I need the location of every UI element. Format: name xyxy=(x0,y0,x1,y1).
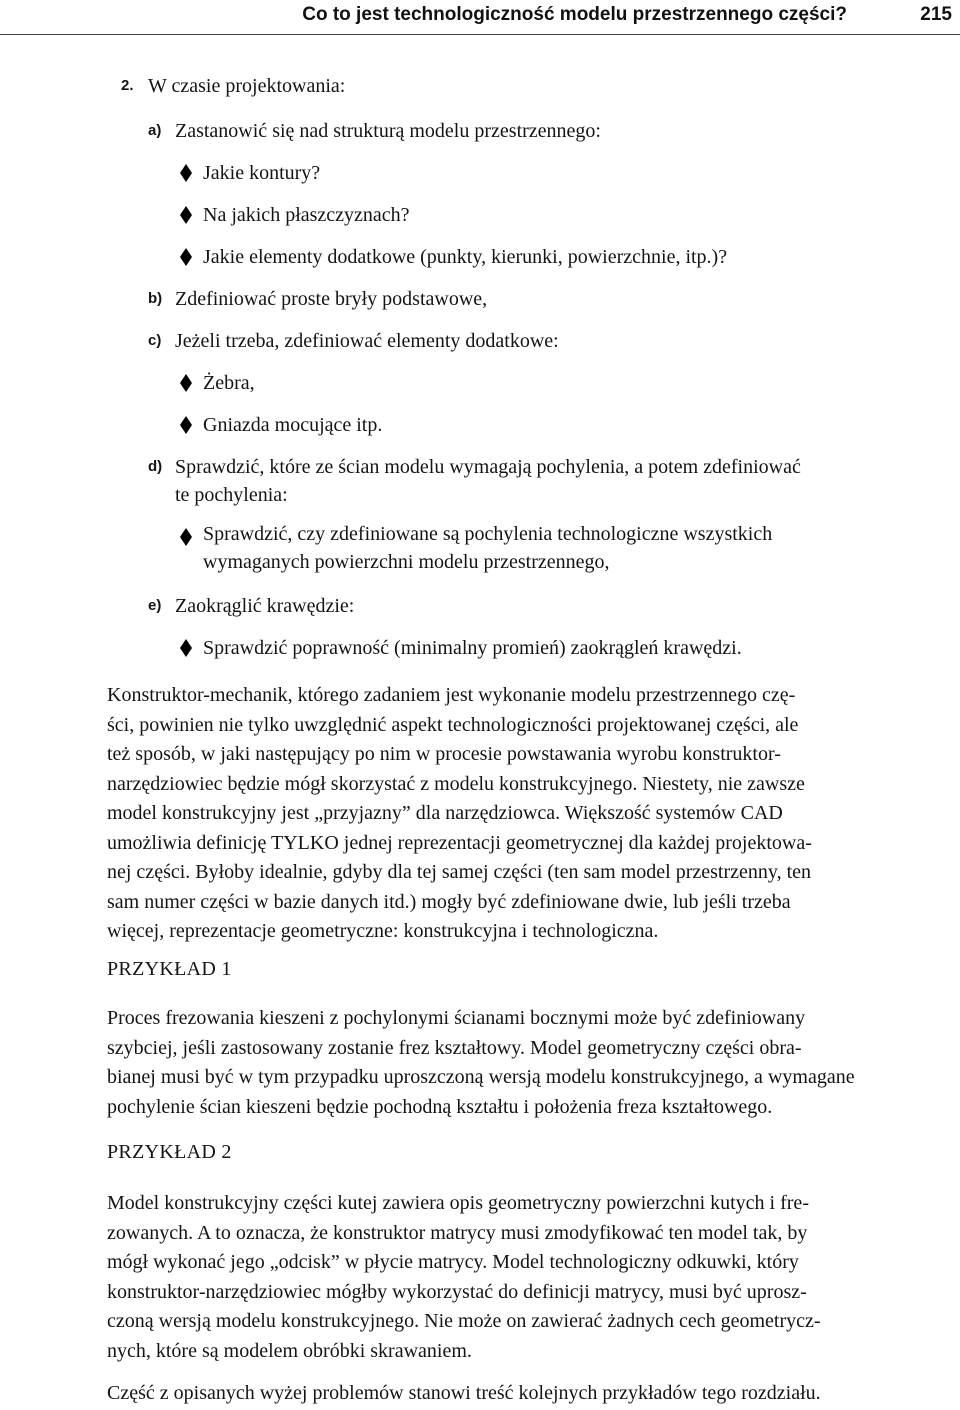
item-a-bullet-2: Na jakich płaszczyznach? xyxy=(203,204,410,226)
item-c-text: Jeżeli trzeba, zdefiniować elementy dodatkowe: xyxy=(175,330,559,352)
item-a-text: Zastanowić się nad strukturą modelu przestrzennego: xyxy=(175,120,601,142)
diamond-bullet-icon xyxy=(178,527,194,547)
diamond-bullet-icon xyxy=(178,638,194,658)
item-e-text: Zaokrąglić krawędzie: xyxy=(175,595,355,617)
item-a-marker: a) xyxy=(148,122,162,139)
list-intro: W czasie projektowania: xyxy=(148,75,346,97)
header-title: Co to jest technologiczność modelu przestrzennego części? xyxy=(302,4,847,25)
item-d-text-line-1: Sprawdzić, które ze ścian modelu wymagają pochylenia, a potem zdefiniować xyxy=(175,456,801,478)
item-e-marker: e) xyxy=(148,597,162,614)
item-d-bullet-line-2: wymaganych powierzchni modelu przestrzennego, xyxy=(203,551,610,573)
item-b-text: Zdefiniować proste bryły podstawowe, xyxy=(175,288,488,310)
item-d-text-line-2: te pochylenia: xyxy=(175,484,288,506)
diamond-bullet-icon xyxy=(178,415,194,435)
item-c-bullet-1: Żebra, xyxy=(203,372,255,394)
body-paragraph-1: Konstruktor-mechanik, którego zadaniem jest wykonanie modelu przestrzennego czę- ści, powinien nie tylko uwzględnić aspekt technologiczności projektowanej części, ale też sposób, w jaki następujący po nim w procesie powstawania wyrobu konstruktor- narzędziowiec będzie mógł skorzystać z modelu konstrukcyjnego. Niestety, nie zawsze model konstrukcyjny jest „przyjazny” dla narzędziowca. Większość systemów CAD umożliwia definicję TYLKO jednej reprezentacji geometrycznej dla każdej projektowa- nej części. Byłoby idealnie, gdyby dla tej samej części (ten sam model przestrzenny, ten sam numer części w bazie danych itd.) mogły być zdefiniowane dwie, lub jeśli trzeba więcej, reprezentacje geometryczne: konstrukcyjna i technologiczna. xyxy=(107,684,812,942)
example-2-text: Model konstrukcyjny części kutej zawiera opis geometryczny powierzchni kutych i fre- zowanych. A to oznacza, że konstruktor matrycy musi zmodyfikować ten model tak, by mógł wykonać jego „odcisk” w płycie matrycy. Model technologiczny odkuwki, który konstruktor-narzędziowiec mógłby wykorzystać do definicji matrycy, musi być uprosz- czoną wersją modelu konstrukcyjnego. Nie może on zawierać żadnych cech geometrycz- nych, które są modelem obróbki skrawaniem. xyxy=(107,1192,821,1362)
item-d-bullet-line-1: Sprawdzić, czy zdefiniowane są pochylenia technologiczne wszystkich xyxy=(203,523,773,545)
example-1-heading: PRZYKŁAD 1 xyxy=(107,958,232,980)
list-number: 2. xyxy=(121,77,134,94)
diamond-bullet-icon xyxy=(178,247,194,267)
page-number: 215 xyxy=(920,4,952,25)
running-header xyxy=(0,0,960,35)
item-b-marker: b) xyxy=(148,290,163,307)
example-2-heading: PRZYKŁAD 2 xyxy=(107,1141,232,1163)
diamond-bullet-icon xyxy=(178,205,194,225)
item-c-marker: c) xyxy=(148,332,162,349)
item-c-bullet-2: Gniazda mocujące itp. xyxy=(203,414,383,436)
diamond-bullet-icon xyxy=(178,373,194,393)
item-a-bullet-3: Jakie elementy dodatkowe (punkty, kierunki, powierzchnie, itp.)? xyxy=(203,246,728,268)
closing-sentence: Część z opisanych wyżej problemów stanowi treść kolejnych przykładów tego rozdziału. xyxy=(107,1382,821,1404)
example-1-text: Proces frezowania kieszeni z pochylonymi ścianami bocznymi może być zdefiniowany szybciej, jeśli zastosowany zostanie frez kształtowy. Model geometryczny części obra- bianej musi być w tym przypadku uproszczoną wersją modelu konstrukcyjnego, a wymagane pochylenie ścian kieszeni będzie pochodną kształtu i położenia freza kształtowego. xyxy=(107,1007,855,1118)
item-e-bullet: Sprawdzić poprawność (minimalny promień) zaokrągleń krawędzi. xyxy=(203,637,742,659)
item-d-marker: d) xyxy=(148,458,163,475)
item-a-bullet-1: Jakie kontury? xyxy=(203,162,321,184)
diamond-bullet-icon xyxy=(178,163,194,183)
